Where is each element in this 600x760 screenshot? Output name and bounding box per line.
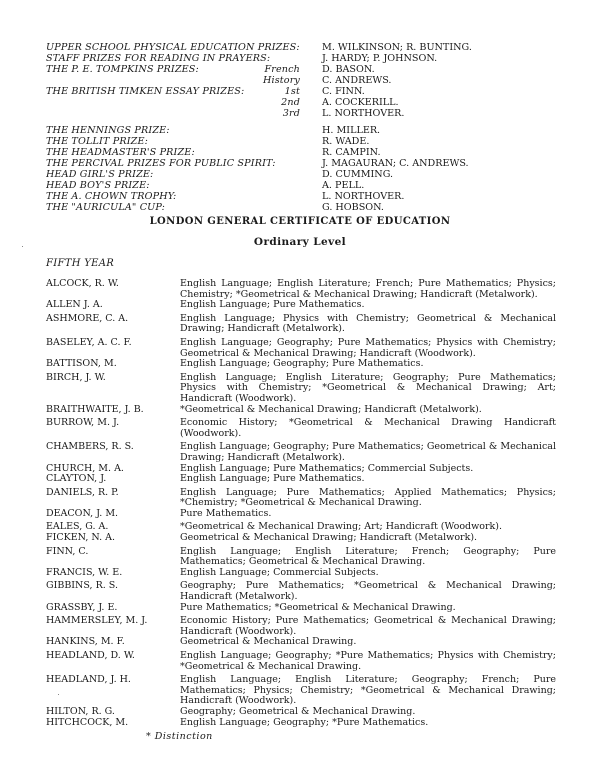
student-name: CLAYTON, J. <box>46 473 107 485</box>
student-name: ALCOCK, R. W. <box>46 278 119 289</box>
level-heading: Ordinary Level <box>253 236 347 248</box>
prize-label <box>46 191 322 202</box>
result-row <box>46 373 556 405</box>
prize-row <box>46 86 566 97</box>
student-name: BRAITHWAITE, J. B. <box>46 403 144 415</box>
prize-winner: C. ANDREWS. <box>322 75 392 86</box>
results-list <box>46 279 556 728</box>
certificate-heading: LONDON GENERAL CERTIFICATE OF EDUCATION <box>149 216 451 227</box>
prize-row <box>46 180 566 191</box>
prize-label-text: THE HENNINGS PRIZE: <box>46 125 170 136</box>
prize-label <box>46 125 322 136</box>
prize-row <box>46 169 566 180</box>
prize-winner: C. FINN. <box>322 86 365 97</box>
student-name: BASELEY, A. C. F. <box>46 336 132 348</box>
prize-label <box>46 75 322 86</box>
prize-row <box>46 136 566 147</box>
student-name: FINN, C. <box>46 545 89 557</box>
student-name: BATTISON, M. <box>46 358 117 370</box>
student-name: HITCHCOCK, M. <box>46 716 129 728</box>
prize-winner: D. BASON. <box>322 64 375 75</box>
student-name: HILTON, R. G. <box>46 705 115 717</box>
prize-label <box>46 136 322 147</box>
student-subjects: Pure Mathematics; *Geometrical & Mechanical Drawing. <box>180 601 456 613</box>
student-name: ALLEN J. A. <box>46 299 103 311</box>
prize-row <box>46 75 566 86</box>
prize-winner: H. MILLER. <box>322 125 381 136</box>
student-subjects: English Language; Geography; Pure Mathematics. <box>180 358 424 370</box>
prize-label-text: THE A. CHOWN TROPHY: <box>46 191 177 202</box>
student-name: HEADLAND, D. W. <box>46 650 135 661</box>
prize-label-text: HEAD GIRL'S PRIZE: <box>46 169 154 180</box>
student-subjects: Geography; Pure Mathematics; *Geometrical & Mechanical Drawing; Handicraft (Metalwork). <box>180 580 556 603</box>
prize-label <box>46 53 322 64</box>
prize-row <box>46 191 566 202</box>
result-row <box>46 359 556 370</box>
student-subjects: English Language; Geography; *Pure Mathematics. <box>180 716 429 728</box>
prize-label <box>46 158 322 169</box>
student-subjects: English Language; English Literature; Geography; Pure Mathematics; Physics with Chemistry; *Geometrical & Mechanical Drawing; Art; Handicraft (Woodwork). <box>180 371 556 404</box>
student-subjects: Geography; Geometrical & Mechanical Drawing. <box>180 705 416 717</box>
student-name: BURROW, M. J. <box>46 417 120 429</box>
prize-winner: A. PELL. <box>322 180 365 191</box>
student-subjects: English Language; Pure Mathematics; Commercial Subjects. <box>180 462 474 474</box>
result-row <box>46 418 556 439</box>
prize-winner: R. WADE. <box>322 136 370 147</box>
prize-winner: R. CAMPIN. <box>322 147 381 158</box>
prize-winner: L. NORTHOVER. <box>322 108 405 119</box>
student-subjects: English Language; Geography; Pure Mathematics; Physics with Chemistry; Geometrical & Mechanical Drawing; Handicraft (Woodwork). <box>180 336 556 359</box>
prize-row <box>46 147 566 158</box>
result-row <box>46 442 556 463</box>
student-subjects: *Geometrical & Mechanical Drawing; Art; Handicraft (Woodwork). <box>180 521 503 533</box>
result-row <box>46 547 556 568</box>
student-name: HEADLAND, J. H. <box>46 674 131 686</box>
prize-label <box>46 64 322 75</box>
student-name: CHURCH, M. A. <box>46 462 124 474</box>
prize-list <box>46 42 566 213</box>
result-row <box>46 581 556 602</box>
student-subjects: Economic History; *Geometrical & Mechanical Drawing Handicraft (Woodwork). <box>180 417 556 439</box>
prize-category: History <box>262 75 300 86</box>
result-row <box>46 707 556 718</box>
prize-label-text: THE "AURICULA" CUP: <box>46 202 166 213</box>
result-row <box>46 637 556 648</box>
result-row <box>46 603 556 614</box>
student-name: ASHMORE, C. A. <box>46 312 129 324</box>
prize-label <box>46 180 322 191</box>
result-row <box>46 338 556 359</box>
prize-label-text: THE BRITISH TIMKEN ESSAY PRIZES: <box>46 86 245 97</box>
prize-label-text: HEAD BOY'S PRIZE: <box>46 180 150 191</box>
result-row <box>46 474 556 485</box>
student-name: HAMMERSLEY, M. J. <box>46 615 148 627</box>
prize-row <box>46 202 566 213</box>
result-row <box>46 533 556 544</box>
prize-row <box>46 64 566 75</box>
prize-row <box>46 53 566 64</box>
student-subjects: English Language; English Literature; Geography; French; Pure Mathematics; Physics; Chemistry; *Geometrical & Mechanical Drawing; Handicraft (Woodwork). <box>180 674 556 707</box>
prize-row <box>46 108 566 119</box>
prize-label-text: THE HEADMASTER'S PRIZE: <box>46 147 195 158</box>
student-name: DEACON, J. M. <box>46 507 119 519</box>
result-row <box>46 616 556 637</box>
student-subjects: English Language; Pure Mathematics. <box>180 299 365 311</box>
student-name: FICKEN, N. A. <box>46 532 116 544</box>
prize-label-text: STAFF PRIZES FOR READING IN PRAYERS: <box>46 53 271 64</box>
prize-winner: D. CUMMING. <box>322 169 394 180</box>
student-subjects: Pure Mathematics. <box>180 507 272 519</box>
prize-label-text: THE P. E. TOMPKINS PRIZES: <box>46 64 199 75</box>
student-subjects: English Language; Pure Mathematics; Applied Mathematics; Physics; *Chemistry; *Geometrical & Mechanical Drawing. <box>180 486 556 509</box>
result-row <box>46 405 556 416</box>
student-subjects: *Geometrical & Mechanical Drawing; Handicraft (Metalwork). <box>180 403 482 415</box>
result-row <box>46 675 556 707</box>
prize-label <box>46 169 322 180</box>
student-name: GRASSBY, J. E. <box>46 601 118 613</box>
student-subjects: English Language; Pure Mathematics. <box>180 473 365 485</box>
scan-speck <box>58 694 59 695</box>
result-row <box>46 718 556 729</box>
prize-label <box>46 86 322 97</box>
prize-label <box>46 108 322 119</box>
student-name: DANIELS, R. P. <box>46 486 119 498</box>
student-subjects: Geometrical & Mechanical Drawing. <box>180 636 357 648</box>
student-name: HANKINS, M. F. <box>46 636 125 648</box>
student-name: FRANCIS, W. E. <box>46 566 123 578</box>
prize-winner: J. MAGAURAN; C. ANDREWS. <box>322 158 469 169</box>
prize-label-text: THE PERCIVAL PRIZES FOR PUBLIC SPIRIT: <box>46 158 276 169</box>
prize-label <box>46 202 322 213</box>
result-row <box>46 568 556 579</box>
prize-winner: M. WILKINSON; R. BUNTING. <box>322 42 472 53</box>
prize-label <box>46 42 322 53</box>
student-subjects: English Language; Geography; *Pure Mathematics; Physics with Chemistry; *Geometrical & Mechanical Drawing. <box>180 650 556 672</box>
scan-speck <box>22 246 23 247</box>
student-subjects: Economic History; Pure Mathematics; Geometrical & Mechanical Drawing; Handicraft (Woodwork). <box>180 615 556 637</box>
prize-row <box>46 42 566 53</box>
distinction-footnote: * Distinction <box>146 731 213 742</box>
student-name: CHAMBERS, R. S. <box>46 441 134 453</box>
prize-row <box>46 97 566 108</box>
prize-label-text: UPPER SCHOOL PHYSICAL EDUCATION PRIZES: <box>46 42 300 53</box>
prize-label-text: THE TOLLIT PRIZE: <box>46 136 148 147</box>
student-subjects: English Language; Geography; Pure Mathematics; Geometrical & Mechanical Drawing; Handicraft (Metalwork). <box>180 441 556 463</box>
student-subjects: English Language; Physics with Chemistry; Geometrical & Mechanical Drawing; Handicraft (Metalwork). <box>180 312 556 335</box>
prize-winner: G. HOBSON. <box>322 202 384 213</box>
result-row <box>46 488 556 509</box>
prize-category: French <box>264 64 300 75</box>
prize-winner: L. NORTHOVER. <box>322 191 405 202</box>
prize-category: 2nd <box>281 97 300 108</box>
year-label: FIFTH YEAR <box>46 258 115 269</box>
prize-category: 3rd <box>282 108 300 119</box>
result-row <box>46 314 556 335</box>
prize-winner: A. COCKERILL. <box>322 97 399 108</box>
prize-row <box>46 125 566 136</box>
result-row <box>46 279 556 300</box>
prize-winner: J. HARDY; P. JOHNSON. <box>322 53 438 64</box>
student-subjects: English Language; Commercial Subjects. <box>180 566 379 578</box>
student-name: EALES, G. A. <box>46 521 109 533</box>
prize-row <box>46 158 566 169</box>
student-subjects: English Language; English Literature; French; Geography; Pure Mathematics; Geometrical & Mechanical Drawing. <box>180 545 556 568</box>
student-subjects: Geometrical & Mechanical Drawing; Handicraft (Metalwork). <box>180 532 478 544</box>
result-row <box>46 300 556 311</box>
prize-label <box>46 97 322 108</box>
student-name: GIBBINS, R. S. <box>46 580 118 592</box>
prize-label <box>46 147 322 158</box>
result-row <box>46 651 556 672</box>
prize-category: 1st <box>284 86 300 97</box>
student-name: BIRCH, J. W. <box>46 371 106 383</box>
result-row <box>46 509 556 520</box>
student-subjects: English Language; English Literature; French; Pure Mathematics; Physics; Chemistry; *Geometrical & Mechanical Drawing; Handicraft (Metalwork). <box>180 278 556 300</box>
